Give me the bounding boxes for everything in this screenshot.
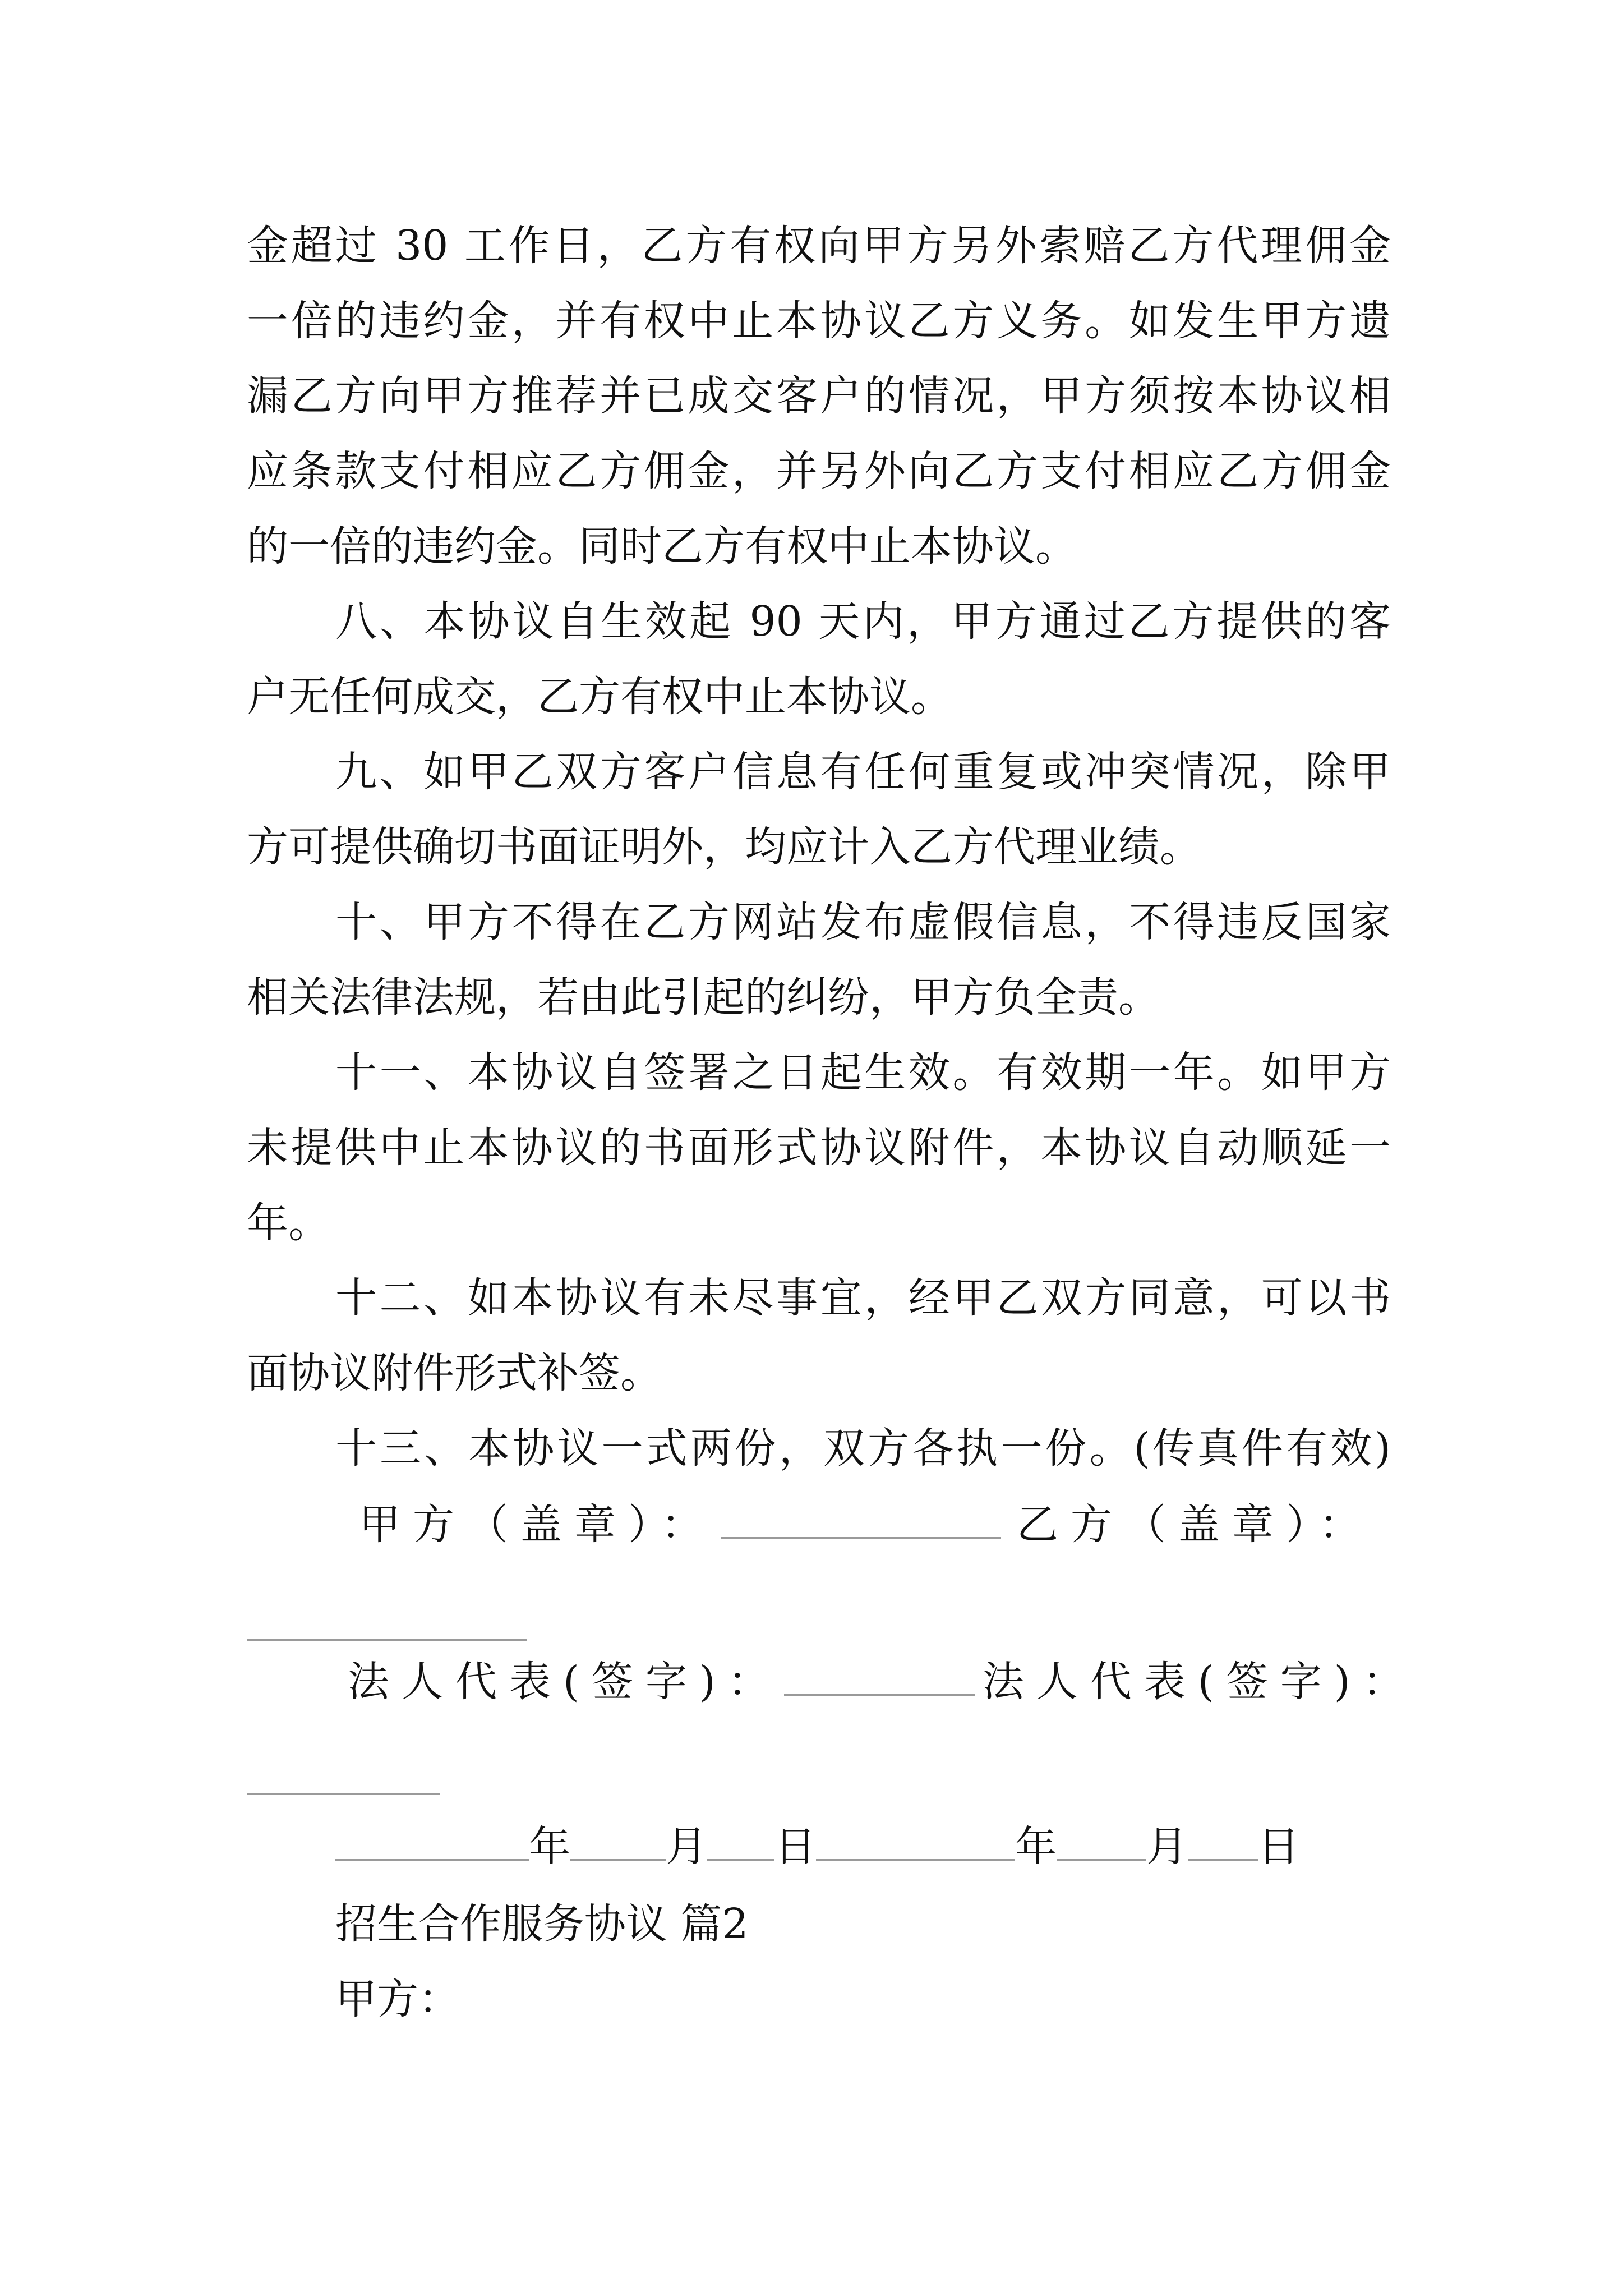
clause-12-line-2: 面协议附件形式补签。 bbox=[247, 1349, 662, 1397]
party-a-day-label: 日 bbox=[774, 1823, 816, 1871]
party-a-year-label: 年 bbox=[529, 1823, 570, 1871]
party-b-seal-blank bbox=[247, 1639, 527, 1641]
date-row bbox=[335, 1820, 1299, 1871]
party-b-year-blank bbox=[816, 1820, 1015, 1861]
clause-8-line-1: 八、本协议自生效起 90 天内，甲方通过乙方提供的客 bbox=[335, 597, 1391, 646]
representative-row bbox=[348, 1655, 1417, 1706]
body-line-4: 应条款支付相应乙方佣金，并另外向乙方支付相应乙方佣金 bbox=[247, 447, 1391, 495]
clause-12-line-1: 十二、如本协议有未尽事宜，经甲乙双方同意，可以书 bbox=[335, 1274, 1391, 1322]
clause-9-line-2: 方可提供确切书面证明外，均应计入乙方代理业绩。 bbox=[247, 823, 1201, 871]
clause-10-line-1: 十、甲方不得在乙方网站发布虚假信息，不得违反国家 bbox=[335, 898, 1391, 946]
clause-10-line-2: 相关法律法规，若由此引起的纠纷，甲方负全责。 bbox=[247, 973, 1160, 1022]
party-b-year-label: 年 bbox=[1015, 1823, 1057, 1871]
party-b-rep-blank bbox=[247, 1793, 440, 1795]
clause-13-line: 十三、本协议一式两份，双方各执一份。(传真件有效) bbox=[335, 1424, 1391, 1473]
next-section-title: 招生合作服务协议 篇2 bbox=[335, 1900, 749, 1948]
party-a-day-blank bbox=[707, 1820, 774, 1861]
party-a-seal-blank bbox=[721, 1498, 1001, 1539]
party-b-rep-label: 法人代表(签字)： bbox=[982, 1658, 1417, 1706]
clause-8-line-2: 户无任何成交，乙方有权中止本协议。 bbox=[247, 673, 952, 721]
clause-9-line-1: 九、如甲乙双方客户信息有任何重复或冲突情况，除甲 bbox=[335, 748, 1391, 796]
party-a-month-blank bbox=[570, 1820, 666, 1861]
body-line-1: 金超过 30 工作日，乙方有权向甲方另外索赔乙方代理佣金 bbox=[247, 222, 1391, 270]
party-b-day-blank bbox=[1188, 1820, 1258, 1861]
clause-11-line-3: 年。 bbox=[247, 1199, 330, 1247]
party-a-year-blank bbox=[335, 1820, 529, 1861]
clause-11-line-2: 未提供中止本协议的书面形式协议附件，本协议自动顺延一 bbox=[247, 1124, 1391, 1172]
seal-row bbox=[359, 1498, 1373, 1549]
party-a-month-label: 月 bbox=[666, 1823, 707, 1871]
party-a-rep-blank bbox=[784, 1655, 975, 1696]
party-b-day-label: 日 bbox=[1258, 1823, 1299, 1871]
body-line-2: 一倍的违约金，并有权中止本协议乙方义务。如发生甲方遗 bbox=[247, 297, 1391, 345]
body-line-3: 漏乙方向甲方推荐并已成交客户的情况，甲方须按本协议相 bbox=[247, 372, 1391, 420]
party-b-seal-label: 乙方（盖章）： bbox=[1017, 1501, 1373, 1549]
next-section-party-a: 甲方： bbox=[335, 1975, 460, 2023]
clause-11-line-1: 十一、本协议自签署之日起生效。有效期一年。如甲方 bbox=[335, 1048, 1391, 1097]
body-line-5: 的一倍的违约金。同时乙方有权中止本协议。 bbox=[247, 522, 1077, 570]
party-b-month-blank bbox=[1057, 1820, 1146, 1861]
party-a-seal-label: 甲方（盖章）： bbox=[359, 1501, 715, 1549]
party-a-rep-label: 法人代表(签字)： bbox=[348, 1658, 782, 1706]
party-b-month-label: 月 bbox=[1146, 1823, 1188, 1871]
